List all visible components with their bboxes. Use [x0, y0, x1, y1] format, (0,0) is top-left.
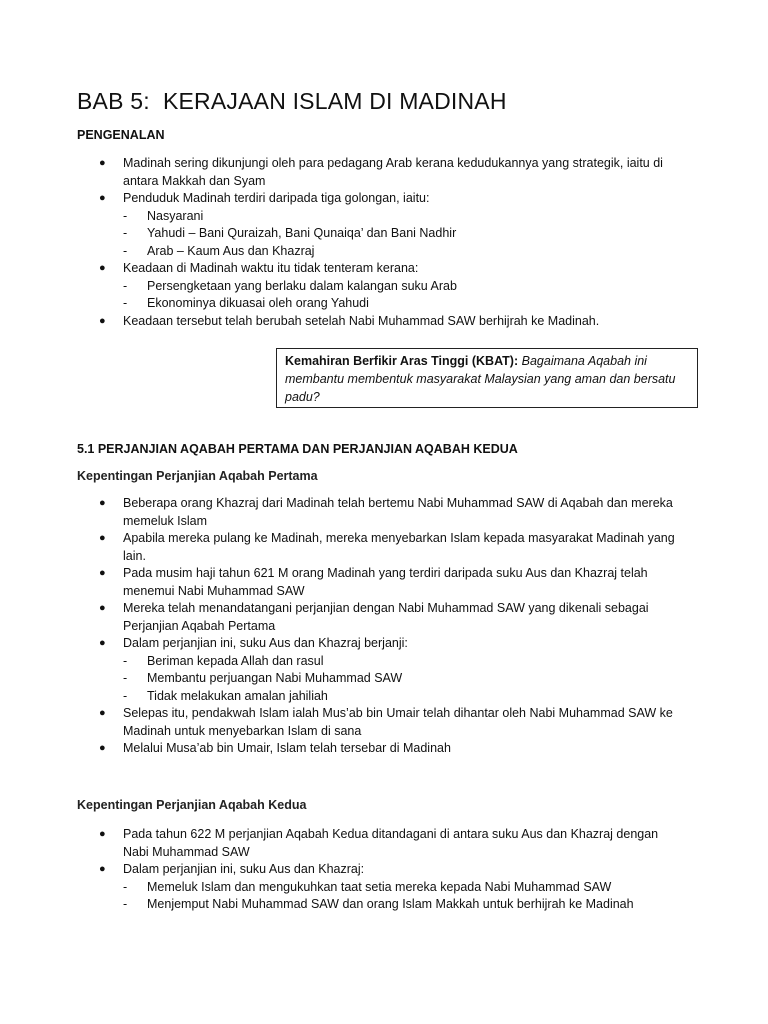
bullet-icon: ●	[99, 497, 106, 509]
list-item	[77, 260, 677, 313]
kbat-box	[276, 348, 698, 408]
aqabah-first-list	[77, 495, 677, 758]
bullet-icon: ●	[99, 828, 106, 840]
list-item	[77, 313, 677, 331]
bullet-icon: ●	[99, 192, 106, 204]
sub-list-item	[123, 879, 677, 897]
list-item	[77, 635, 677, 705]
sub-list-item	[123, 225, 677, 243]
list-item	[77, 600, 677, 635]
list-item-text: Madinah sering dikunjungi oleh para pedagang Arab kerana kedudukannya yang strategik, iaitu di antara Makkah dan Syam	[123, 156, 663, 188]
list-item-text: Pada musim haji tahun 621 M orang Madinah yang terdiri daripada suku Aus dan Khazraj telah menemui Nabi Muhammad SAW	[123, 566, 648, 598]
list-item	[77, 705, 677, 740]
sub-list-item-text: Menjemput Nabi Muhammad SAW dan orang Islam Makkah untuk berhijrah ke Madinah	[147, 897, 634, 911]
sub-list-item-text: Tidak melakukan amalan jahiliah	[147, 688, 328, 703]
bullet-icon: ●	[99, 707, 106, 719]
dash-icon: -	[123, 879, 128, 894]
list-item-text: Apabila mereka pulang ke Madinah, mereka menyebarkan Islam kepada masyarakat Madinah yang lain.	[123, 531, 675, 563]
sub-list-item-text: Ekonominya dikuasai oleh orang Yahudi	[147, 296, 369, 310]
bullet-icon: ●	[99, 637, 106, 649]
list-item	[77, 495, 677, 530]
dash-icon: -	[123, 208, 128, 223]
dash-icon: -	[123, 278, 128, 293]
bullet-icon: ●	[99, 262, 106, 274]
dash-icon: -	[123, 897, 128, 911]
list-item-text: Dalam perjanjian ini, suku Aus dan Khazraj:	[123, 862, 365, 876]
intro-heading: PENGENALAN	[77, 128, 165, 142]
sub-list-item	[123, 896, 677, 914]
sub-list-item-text: Memeluk Islam dan mengukuhkan taat setia mereka kepada Nabi Muhammad SAW	[147, 879, 612, 894]
list-item	[77, 565, 677, 600]
list-item-text: Penduduk Madinah terdiri daripada tiga golongan, iaitu:	[123, 191, 430, 205]
list-item-text: Beberapa orang Khazraj dari Madinah telah bertemu Nabi Muhammad SAW di Aqabah dan mereka memeluk Islam	[123, 496, 673, 528]
list-item-text: Mereka telah menandatangani perjanjian dengan Nabi Muhammad SAW yang dikenali sebagai Perjanjian Aqabah Pertama	[123, 601, 649, 633]
aqabah-second-heading: Kepentingan Perjanjian Aqabah Kedua	[77, 798, 307, 812]
sub-list-item-text: Membantu perjuangan Nabi Muhammad SAW	[147, 671, 403, 685]
sub-list-item-text: Yahudi – Bani Quraizah, Bani Qunaiqa’ dan Bani Nadhir	[147, 226, 457, 240]
list-item	[77, 155, 677, 190]
list-item-text: Dalam perjanjian ini, suku Aus dan Khazraj berjanji:	[123, 636, 408, 650]
dash-icon: -	[123, 226, 128, 240]
dash-icon: -	[123, 671, 128, 685]
list-item-text: Keadaan tersebut telah berubah setelah Nabi Muhammad SAW berhijrah ke Madinah.	[123, 313, 600, 328]
list-item	[77, 190, 677, 260]
section-5-1-heading: 5.1 PERJANJIAN AQABAH PERTAMA DAN PERJANJIAN AQABAH KEDUA	[77, 442, 518, 456]
aqabah-second-list	[77, 826, 677, 914]
sub-list-item-text: Nasyarani	[147, 208, 204, 223]
dash-icon: -	[123, 653, 128, 668]
list-item-text: Keadaan di Madinah waktu itu tidak tenteram kerana:	[123, 261, 419, 275]
dash-icon: -	[123, 243, 128, 258]
sub-list-item	[123, 295, 677, 313]
sub-list-item-text: Persengketaan yang berlaku dalam kalangan suku Arab	[147, 278, 457, 293]
list-item	[77, 861, 677, 914]
list-item	[77, 530, 677, 565]
bullet-icon: ●	[99, 863, 106, 875]
sub-list-item	[123, 208, 677, 226]
sub-list	[123, 879, 677, 914]
sub-list-item-text: Beriman kepada Allah dan rasul	[147, 653, 324, 668]
intro-list	[77, 155, 677, 330]
list-item-text: Selepas itu, pendakwah Islam ialah Mus’ab bin Umair telah dihantar oleh Nabi Muhammad SAW ke Madinah untuk menyebarkan Islam di sana	[123, 706, 673, 738]
sub-list-item	[123, 653, 677, 671]
bullet-icon: ●	[99, 532, 106, 544]
sub-list	[123, 653, 677, 706]
dash-icon: -	[123, 688, 128, 703]
sub-list-item	[123, 278, 677, 296]
bullet-icon: ●	[99, 157, 106, 169]
list-item-text: Pada tahun 622 M perjanjian Aqabah Kedua ditandagani di antara suku Aus dan Khazraj dengan Nabi Muhammad SAW	[123, 827, 659, 859]
bullet-icon: ●	[99, 602, 106, 614]
bullet-icon: ●	[99, 314, 106, 327]
list-item	[77, 826, 677, 861]
sub-list	[123, 278, 677, 313]
sub-list-item	[123, 243, 677, 261]
sub-list-item	[123, 670, 677, 688]
list-item	[77, 740, 677, 758]
bullet-icon: ●	[99, 567, 106, 579]
sub-list-item	[123, 688, 677, 706]
aqabah-first-heading: Kepentingan Perjanjian Aqabah Pertama	[77, 469, 318, 483]
dash-icon: -	[123, 296, 128, 310]
sub-list-item-text: Arab – Kaum Aus dan Khazraj	[147, 243, 315, 258]
list-item-text: Melalui Musa’ab bin Umair, Islam telah tersebar di Madinah	[123, 741, 451, 755]
kbat-label: Kemahiran Berfikir Aras Tinggi (KBAT):	[285, 354, 519, 368]
bullet-icon: ●	[99, 742, 106, 754]
kbat-question: Bagaimana Aqabah ini membantu membentuk masyarakat Malaysian yang aman dan bersatu padu?	[285, 354, 676, 404]
sub-list	[123, 208, 677, 261]
chapter-title: BAB 5: KERAJAAN ISLAM DI MADINAH	[77, 88, 507, 114]
